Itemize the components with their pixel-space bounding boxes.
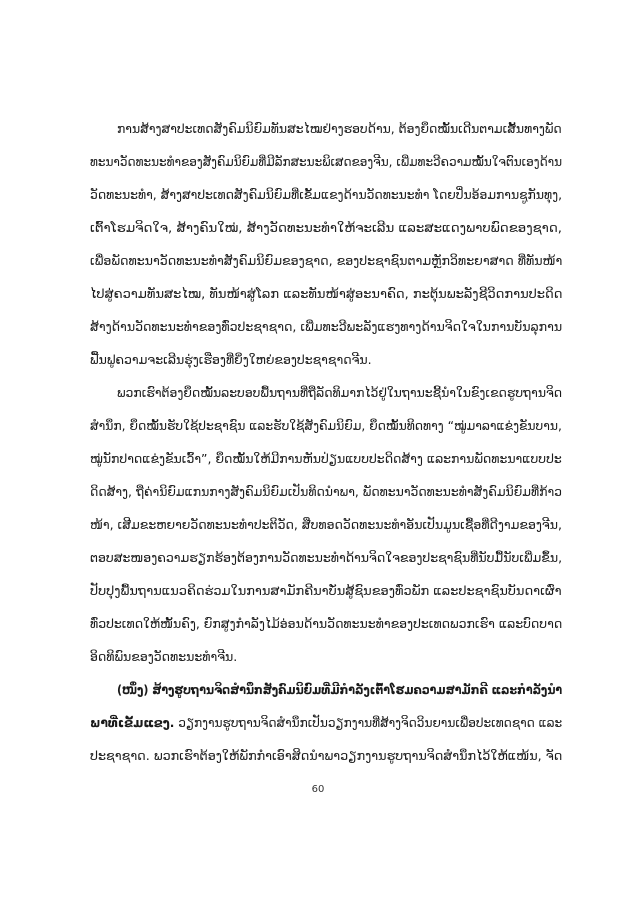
section-heading-line-1: (ໜຶ່ງ) ສ້າງຮູບຖານຈິດສຳນຶກສັງຄົມນິຍົມທີ່ມີກຳລັງເຕົ້າໂຮມຄວາມສາມັກຄີ ແລະກຳລັງນຳ xyxy=(117,682,563,697)
paragraph-2-line-8: ທົ່ວປະເທດໃຫ້ໜັ້ນຄົງ, ຍົກສູງກຳລັງໄມ້ອ່ອນດ້ານວັດທະນະທຳຂອງປະເທດພວກເຮົາ ແລະບົດບາດ xyxy=(90,616,563,631)
paragraph-1-line-4: ເຕົ້າໂຮມຈິດໃຈ, ສ້າງຄົນໃໝ່, ສ້າງວັດທະນະທຳໃຫ້ຈະເລີນ ແລະສະແດງພາບພົດຂອງຊາດ, xyxy=(90,220,562,235)
paragraph-1-line-5: ເພື່ອພັດທະນາວັດທະນະທຳສັງຄົມນິຍົມຂອງຊາດ, ຂອງປະຊາຊົນຕາມຫຼັກວິທະຍາສາດ ທີ່ທັນໜ້າ xyxy=(90,253,563,268)
section-body-line-2: ວຽກງານຮູບຖານຈິດສຳນຶກເປັນວຽກງານທີ່ສ້າງຈິດວິນຍານເພື່ອປະເທດຊາດ ແລະ xyxy=(174,715,563,730)
paragraph-1-line-2: ທະນາວັດທະນະທຳຂອງສັງຄົມນິຍົມທີ່ມີລັກສະນະພິເສດຂອງຈີນ, ເພີ່ມທະວີຄວາມໝັ້ນໃຈຕົນເອງດ້ານ xyxy=(90,154,563,169)
section-body-line-3: ປະຊາຊາດ. ພວກເຮົາຕ້ອງໃຫ້ພັກກຳເອົາສິດນຳພາວຽກງານຮູບຖານຈິດສຳນຶກໄວ້ໃຫ້ແໜ້ນ, ຈັດ xyxy=(90,748,563,763)
paragraph-2-line-2: ສຳນຶກ, ຍຶດໝັ້ນຮັບໃຊ້ປະຊາຊົນ ແລະຮັບໃຊ້ສັງຄົມນິຍົມ, ຍຶດໝັ້ນທິດທາງ “ໝູ່ມາລາແຂ່ງຂັນບານ, xyxy=(90,418,562,433)
paragraph-1-line-7: ສ້າງດ້ານວັດທະນະທຳຂອງທົ່ວປະຊາຊາດ, ເພີ່ມທະວີພະລັງແຮງທາງດ້ານຈິດໃຈໃນການບັນລຸການ xyxy=(90,319,563,334)
paragraph-2-line-1: ພວກເຮົາຕ້ອງຍຶດໝັ້ນລະບອບພື້ນຖານທີ່ຖືລັດທິມາກໄວ້ຢູ່ໃນຖານະຊີ້ນຳໃນຂົງເຂດຮູບຖານຈິດ xyxy=(117,385,563,400)
paragraph-1-line-1: ການສ້າງສາປະເທດສັງຄົມນິຍົມທັນສະໄໝຢ່າງຮອບດ້ານ, ຕ້ອງຍຶດໝັ້ນເດີນຕາມເສັ້ນທາງພັດ xyxy=(117,121,562,136)
section-heading-line-2: ພາທີ່ເຂັ້ມແຂງ. xyxy=(90,715,175,730)
page-number: 60 xyxy=(311,784,325,795)
paragraph-2-line-7: ປັບປຸງພື້ນຖານແນວຄິດຮ່ວມໃນການສາມັກຄີນາບັ່ນສູ້ຊົນຂອງທົ່ວພັກ ແລະປະຊາຊົນບັນດາເຜົ່າ xyxy=(90,583,562,598)
paragraph-2-line-6: ຕອບສະໜອງຄວາມຮຽກຮ້ອງຕ້ອງການວັດທະນະທຳດ້ານຈິດໃຈຂອງປະຊາຊົນທີ່ນັບມື້ນັບເພີ່ມຂຶ້ນ, xyxy=(90,550,563,565)
section-line-2 xyxy=(90,712,562,734)
paragraph-1-line-3: ວັດທະນະທຳ, ສ້າງສາປະເທດສັງຄົມນິຍົມທີ່ເຂັ້ມແຂງດ້ານວັດທະນະທຳ ໂດຍປິ່ນອ້ອມການຊູກັນທຸງ, xyxy=(90,187,563,202)
paragraph-2-line-5: ໜ້າ, ເສີມຂະຫຍາຍວັດທະນະທຳປະຕິວັດ, ສືບທອດວັດທະນະທຳອັນເປັນມູນເຊື້ອທີ່ດີງາມຂອງຈີນ, xyxy=(90,517,562,532)
paragraph-2-line-9: ອິດທິພົນຂອງວັດທະນະທຳຈີນ. xyxy=(90,649,238,664)
paragraph-2-line-3: ໝູ່ນັກປາດແຂ່ງຂັນເວົ້າ”, ຍຶດໝັ້ນໃຫ້ມີການຫັນປ່ຽນແບບປະດິດສ້າງ ແລະການພັດທະນາແບບປະ xyxy=(90,451,562,466)
paragraph-2-line-4: ດິດສ້າງ, ຖືຄ່ານິຍົມແກນກາງສັງຄົມນິຍົມເປັນທິດນຳພາ, ພັດທະນາວັດທະນະທຳສັງຄົມນິຍົມທີ່ກ້າວ xyxy=(90,484,562,499)
paragraph-1-line-8: ຟື້ນຟູຄວາມຈະເລີນຮຸ່ງເຮືອງທີ່ຍິ່ງໃຫຍ່ຂອງປະຊາຊາດຈີນ. xyxy=(90,352,372,367)
paragraph-1-line-6: ໄປສູ່ຄວາມທັນສະໄໝ, ທັນໜ້າສູ່ໂລກ ແລະທັນໜ້າສູ່ອະນາຄົດ, ກະຕຸ້ນພະລັງຊີວິດການປະດິດ xyxy=(90,286,563,301)
